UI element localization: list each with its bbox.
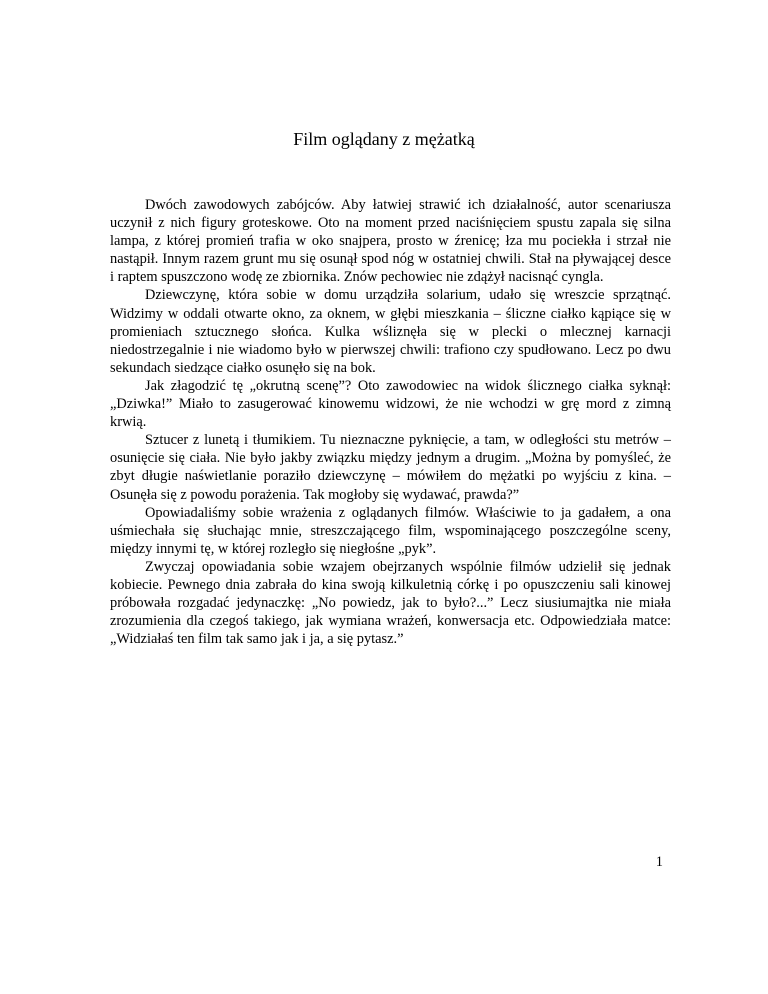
document-body: [110, 196, 671, 648]
paragraph: Sztucer z lunetą i tłumikiem. Tu nieznaczne pyknięcie, a tam, w odległości stu metrów – osunięcie się ciała. Nie było jakby związku między jednym a drugim. „Można by pomyśleć, że zbyt długie naświetlanie poraziło dziewczynę – mówiłem do mężatki po wyjściu z kina. – Osunęła się z powodu porażenia. Tak mogłoby się wydawać, prawda?”: [110, 432, 671, 503]
document-title: Film oglądany z mężatką: [293, 129, 475, 149]
paragraph: Jak złagodzić tę „okrutną scenę”? Oto zawodowiec na widok ślicznego ciałka syknął: „Dziwka!” Miało to zasugerować kinowemu widzowi, że nie wchodzi w grę mord z zimną krwią.: [110, 377, 671, 431]
paragraph: Opowiadaliśmy sobie wrażenia z oglądanych filmów. Właściwie to ja gadałem, a ona uśmiechała się słuchając mnie, streszczającego film, wspominającego poszczególne sceny, między innymi tę, w której rozległo się niegłośne „pyk”.: [110, 504, 671, 557]
page-number: 1: [655, 854, 663, 870]
paragraph: Dziewczynę, która sobie w domu urządziła solarium, udało się wreszcie sprzątnąć. Widzimy w oddali otwarte okno, za oknem, w głębi mieszkania – śliczne ciałko kąpiące się w promieniach sztucznego słońca. Kulka wśliznęła się w plecki o mlecznej karnacji niedostrzegalnie i nie wiadomo było w pierwszej chwili: trafiono czy spudłowano. Lecz po dwu sekundach siedzące ciałko osunęło się na bok.: [110, 287, 671, 376]
paragraph: Dwóch zawodowych zabójców. Aby łatwiej strawić ich działalność, autor scenariusza uczynił z nich figury groteskowe. Oto na moment przed naciśnięciem spustu zapala się silna lampa, z której promień trafia w oko snajpera, prosto w źrenicę; łza mu pociekła i strzał nie nastąpił. Innym razem grunt mu się osunął spod nóg w ostatniej chwili. Stał na pływającej desce i raptem spuszczono wodę ze zbiornika. Znów pechowiec nie zdążył nacisnąć cyngla.: [110, 197, 671, 286]
paragraph: Zwyczaj opowiadania sobie wzajem obejrzanych wspólnie filmów udzielił się jednak kobiecie. Pewnego dnia zabrała do kina swoją kilkuletnią córkę i po opuszczeniu sali kinowej próbowała rozgadać jedynaczkę: „No powiedz, jak to było?...” Lecz siusiumajtka nie miała zrozumienia dla czegoś takiego, jak wymiana wrażeń, konwersacja etc. Odpowiedziała matce: „Widziałaś ten film tak samo jak i ja, a się pytasz.”: [110, 558, 671, 648]
